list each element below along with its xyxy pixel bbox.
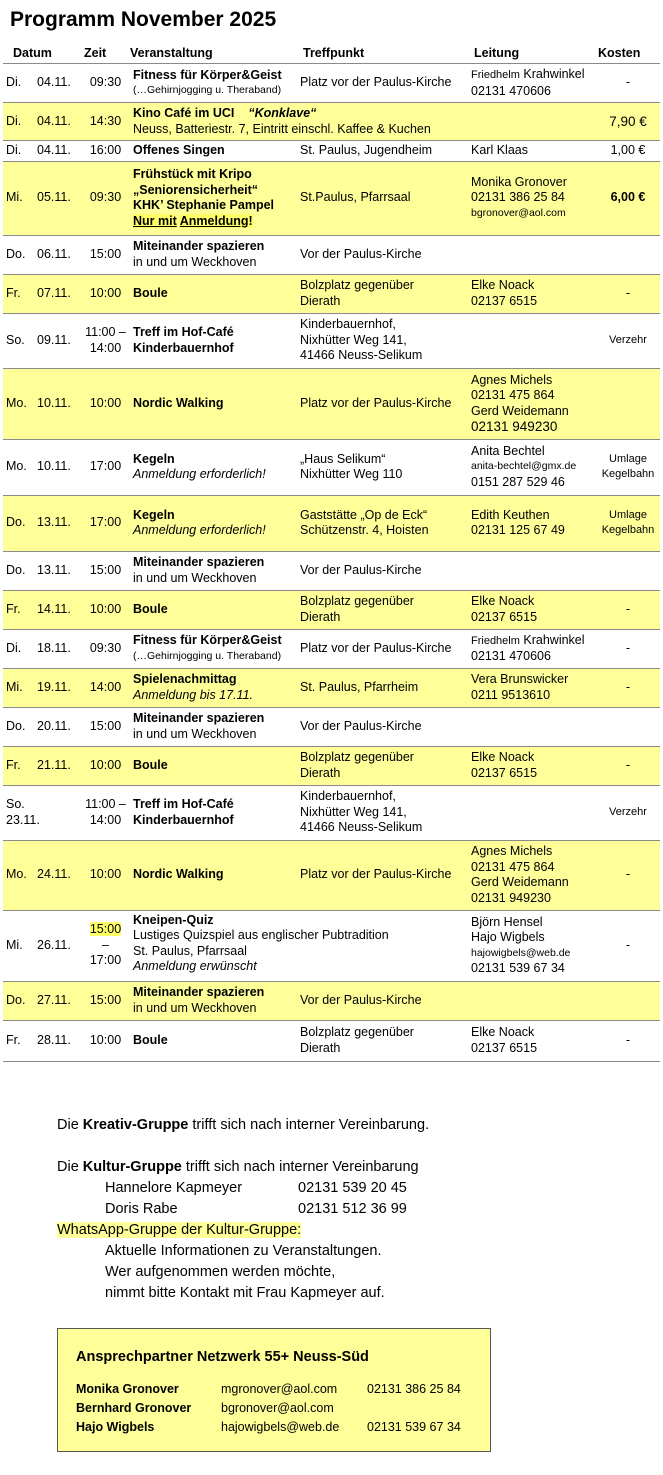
- place-cell: St. Paulus, Pfarrheim: [297, 668, 468, 707]
- contact-row: Monika Gronover mgronover@aol.com 02131 386 25 84: [76, 1380, 472, 1399]
- time-cell: 11:00 – 14:00: [81, 785, 130, 840]
- date-cell: So. 09.11.: [3, 313, 81, 368]
- table-row: [3, 629, 660, 668]
- time-cell: 09:30: [81, 629, 130, 668]
- date-cell: Di. 04.11.: [3, 103, 81, 141]
- event-cell: Kegeln Anmeldung erforderlich!: [130, 439, 297, 495]
- date-cell: Mi. 05.11.: [3, 161, 81, 235]
- event-cell: Miteinander spazieren in und um Weckhoven: [130, 235, 297, 274]
- time-cell: 09:30: [81, 161, 130, 235]
- event-cell: Miteinander spazieren in und um Weckhoven: [130, 551, 297, 590]
- time-cell: 10:00: [81, 1020, 130, 1061]
- place-cell: Platz vor der Paulus-Kirche: [297, 368, 468, 439]
- cost-cell: [596, 551, 660, 590]
- place-cell: Platz vor der Paulus-Kirche: [297, 629, 468, 668]
- lead-cell: [468, 981, 596, 1020]
- event-cell: Offenes Singen: [130, 141, 297, 162]
- contact-title: Ansprechpartner Netzwerk 55+ Neuss-Süd: [76, 1349, 369, 1365]
- kultur-contact: Hannelore Kapmeyer 02131 539 20 45: [105, 1180, 407, 1196]
- time-cell: 14:00: [81, 668, 130, 707]
- place-cell: St. Paulus, Jugendheim: [297, 141, 468, 162]
- header-date: Datum: [13, 46, 52, 60]
- cost-cell: -: [596, 590, 660, 629]
- lead-cell: Friedhelm Krahwinkel 02131 470606: [468, 629, 596, 668]
- place-cell: St.Paulus, Pfarrsaal: [297, 161, 468, 235]
- lead-cell: Friedhelm Krahwinkel 02131 470606: [468, 64, 596, 103]
- lead-cell: [468, 235, 596, 274]
- time-cell: 15:00 – 17:00: [81, 910, 130, 981]
- lead-cell: Elke Noack 02137 6515: [468, 1020, 596, 1061]
- place-cell: Bolzplatz gegenüber Dierath: [297, 590, 468, 629]
- group-info: [57, 1115, 429, 1304]
- table-row: [3, 274, 660, 313]
- date-cell: Fr. 21.11.: [3, 746, 81, 785]
- date-cell: So. 23.11.: [3, 785, 81, 840]
- date-cell: Do. 13.11.: [3, 551, 81, 590]
- event-cell: Treff im Hof-Café Kinderbauernhof: [130, 785, 297, 840]
- time-cell: 15:00: [81, 981, 130, 1020]
- header-event: Veranstaltung: [130, 46, 213, 60]
- header-cost: Kosten: [598, 46, 641, 60]
- cost-cell: 7,90 €: [596, 103, 660, 141]
- cost-cell: [596, 368, 660, 439]
- event-cell: Treff im Hof-Café Kinderbauernhof: [130, 313, 297, 368]
- table-row: [3, 368, 660, 439]
- place-cell: Vor der Paulus-Kirche: [297, 981, 468, 1020]
- lead-cell: [468, 707, 596, 746]
- kultur-contact: Doris Rabe 02131 512 36 99: [105, 1201, 407, 1217]
- event-cell: Nordic Walking: [130, 368, 297, 439]
- cost-cell: Verzehr: [596, 313, 660, 368]
- cost-cell: [596, 981, 660, 1020]
- table-row: [3, 981, 660, 1020]
- time-cell: 10:00: [81, 368, 130, 439]
- date-cell: Mi. 26.11.: [3, 910, 81, 981]
- whatsapp-heading: WhatsApp-Gruppe der Kultur-Gruppe:: [57, 1222, 302, 1238]
- time-cell: 15:00: [81, 551, 130, 590]
- event-cell: Miteinander spazieren in und um Weckhoven: [130, 981, 297, 1020]
- time-cell: 14:30: [81, 103, 130, 141]
- event-cell: Spielenachmittag Anmeldung bis 17.11.: [130, 668, 297, 707]
- lead-cell: Elke Noack 02137 6515: [468, 746, 596, 785]
- time-cell: 16:00: [81, 141, 130, 162]
- time-cell: 11:00 – 14:00: [81, 313, 130, 368]
- table-row: [3, 840, 660, 910]
- table-row: [3, 707, 660, 746]
- lead-cell: Björn Hensel Hajo Wigbels hajowigbels@web.de 02131 539 67 34: [468, 910, 596, 981]
- table-row: [3, 313, 660, 368]
- email-link[interactable]: bgronover@aol.com: [221, 1401, 334, 1415]
- date-cell: Mo. 10.11.: [3, 368, 81, 439]
- place-cell: Platz vor der Paulus-Kirche: [297, 64, 468, 103]
- date-cell: Di. 04.11.: [3, 64, 81, 103]
- cost-cell: -: [596, 668, 660, 707]
- lead-cell: Elke Noack 02137 6515: [468, 274, 596, 313]
- cost-cell: -: [596, 910, 660, 981]
- table-row: [3, 161, 660, 235]
- place-cell: Vor der Paulus-Kirche: [297, 551, 468, 590]
- whatsapp-text: Aktuelle Informationen zu Veranstaltungen.: [105, 1243, 382, 1259]
- event-cell: Nordic Walking: [130, 840, 297, 910]
- place-cell: Bolzplatz gegenüber Dierath: [297, 274, 468, 313]
- cost-cell: -: [596, 746, 660, 785]
- event-cell: Miteinander spazieren in und um Weckhoven: [130, 707, 297, 746]
- cost-cell: -: [596, 840, 660, 910]
- cost-cell: 1,00 €: [596, 141, 660, 162]
- lead-cell: [468, 785, 596, 840]
- table-row: [3, 64, 660, 103]
- event-cell: Boule: [130, 590, 297, 629]
- event-cell: Frühstück mit Kripo „Seniorensicherheit“ KHK’ Stephanie Pampel Nur mit Anmeldung!: [130, 161, 297, 235]
- table-row: [3, 590, 660, 629]
- place-cell: Bolzplatz gegenüber Dierath: [297, 746, 468, 785]
- lead-cell: Agnes Michels 02131 475 864 Gerd Weidemann 02131 949230: [468, 368, 596, 439]
- lead-cell: Elke Noack 02137 6515: [468, 590, 596, 629]
- place-cell: Vor der Paulus-Kirche: [297, 707, 468, 746]
- lead-cell: Karl Klaas: [468, 141, 596, 162]
- contact-row: Bernhard Gronover bgronover@aol.com: [76, 1399, 472, 1418]
- date-cell: Mo. 10.11.: [3, 439, 81, 495]
- table-row: [3, 910, 660, 981]
- kultur-note: Die Kultur-Gruppe trifft sich nach interner Vereinbarung: [57, 1159, 419, 1175]
- cost-cell: Umlage Kegelbahn: [596, 439, 660, 495]
- program-table: [3, 63, 660, 1062]
- event-cell: Boule: [130, 274, 297, 313]
- place-cell: Kinderbauernhof, Nixhütter Weg 141, 41466 Neuss-Selikum: [297, 785, 468, 840]
- event-cell: Fitness für Körper&Geist (…Gehirnjogging u. Theraband): [130, 64, 297, 103]
- table-row: [3, 785, 660, 840]
- header-place: Treffpunkt: [303, 46, 365, 60]
- contact-box: [57, 1328, 491, 1452]
- kreativ-note: Die Kreativ-Gruppe trifft sich nach interner Vereinbarung.: [57, 1117, 430, 1133]
- contact-row: Hajo Wigbels hajowigbels@web.de 02131 539 67 34: [76, 1418, 472, 1437]
- cost-cell: -: [596, 64, 660, 103]
- place-cell: Gaststätte „Op de Eck“ Schützenstr. 4, Hoisten: [297, 495, 468, 551]
- event-cell: Boule: [130, 746, 297, 785]
- date-cell: Do. 13.11.: [3, 495, 81, 551]
- time-cell: 15:00: [81, 707, 130, 746]
- lead-cell: [468, 551, 596, 590]
- cost-cell: [596, 707, 660, 746]
- table-header: [0, 46, 663, 64]
- place-cell: Bolzplatz gegenüber Dierath: [297, 1020, 468, 1061]
- event-cell: Fitness für Körper&Geist (…Gehirnjogging u. Theraband): [130, 629, 297, 668]
- email-link[interactable]: hajowigbels@web.de: [221, 1420, 340, 1434]
- event-cell: Kegeln Anmeldung erforderlich!: [130, 495, 297, 551]
- table-row: [3, 439, 660, 495]
- cost-cell: 6,00 €: [596, 161, 660, 235]
- lead-cell: Edith Keuthen 02131 125 67 49: [468, 495, 596, 551]
- time-cell: 17:00: [81, 495, 130, 551]
- date-cell: Do. 27.11.: [3, 981, 81, 1020]
- date-cell: Fr. 14.11.: [3, 590, 81, 629]
- page-title: Programm November 2025: [10, 8, 277, 31]
- table-row: [3, 235, 660, 274]
- place-cell: Kinderbauernhof, Nixhütter Weg 141, 41466 Neuss-Selikum: [297, 313, 468, 368]
- date-cell: Di. 18.11.: [3, 629, 81, 668]
- time-cell: 15:00: [81, 235, 130, 274]
- time-cell: 09:30: [81, 64, 130, 103]
- place-cell: Platz vor der Paulus-Kirche: [297, 840, 468, 910]
- whatsapp-text: nimmt bitte Kontakt mit Frau Kapmeyer auf.: [105, 1285, 385, 1301]
- time-cell: 17:00: [81, 439, 130, 495]
- cost-cell: Verzehr: [596, 785, 660, 840]
- lead-cell: [468, 313, 596, 368]
- date-cell: Fr. 28.11.: [3, 1020, 81, 1061]
- table-row: [3, 746, 660, 785]
- date-cell: Do. 20.11.: [3, 707, 81, 746]
- table-row: [3, 668, 660, 707]
- lead-cell: Monika Gronover 02131 386 25 84 bgronover@aol.com: [468, 161, 596, 235]
- date-cell: Mi. 19.11.: [3, 668, 81, 707]
- table-row: [3, 103, 660, 141]
- cost-cell: [596, 235, 660, 274]
- table-row: [3, 551, 660, 590]
- cost-cell: -: [596, 274, 660, 313]
- date-cell: Fr. 07.11.: [3, 274, 81, 313]
- date-cell: Mo. 24.11.: [3, 840, 81, 910]
- time-cell: 10:00: [81, 274, 130, 313]
- table-row: [3, 495, 660, 551]
- lead-cell: Anita Bechtel anita-bechtel@gmx.de 0151 287 529 46: [468, 439, 596, 495]
- header-lead: Leitung: [474, 46, 520, 60]
- cost-cell: Umlage Kegelbahn: [596, 495, 660, 551]
- whatsapp-text: Wer aufgenommen werden möchte,: [105, 1264, 336, 1280]
- time-cell: 10:00: [81, 590, 130, 629]
- event-cell: Kino Café im UCI “Konklave“ Neuss, Batteriestr. 7, Eintritt einschl. Kaffee & Kuchen: [130, 103, 596, 141]
- date-cell: Do. 06.11.: [3, 235, 81, 274]
- cost-cell: -: [596, 629, 660, 668]
- time-cell: 10:00: [81, 840, 130, 910]
- place-cell: „Haus Selikum“ Nixhütter Weg 110: [297, 439, 468, 495]
- table-row: [3, 1020, 660, 1061]
- cost-cell: -: [596, 1020, 660, 1061]
- lead-cell: Vera Brunswicker 0211 9513610: [468, 668, 596, 707]
- place-cell: Vor der Paulus-Kirche: [297, 235, 468, 274]
- email-link[interactable]: mgronover@aol.com: [221, 1382, 338, 1396]
- date-cell: Di. 04.11.: [3, 141, 81, 162]
- event-cell: Kneipen-Quiz Lustiges Quizspiel aus englischer Pubtradition St. Paulus, Pfarrsaal Anmeldung erwünscht: [130, 910, 468, 981]
- time-cell: 10:00: [81, 746, 130, 785]
- lead-cell: Agnes Michels 02131 475 864 Gerd Weidemann 02131 949230: [468, 840, 596, 910]
- event-cell: Boule: [130, 1020, 297, 1061]
- table-row: [3, 141, 660, 162]
- header-time: Zeit: [84, 46, 107, 60]
